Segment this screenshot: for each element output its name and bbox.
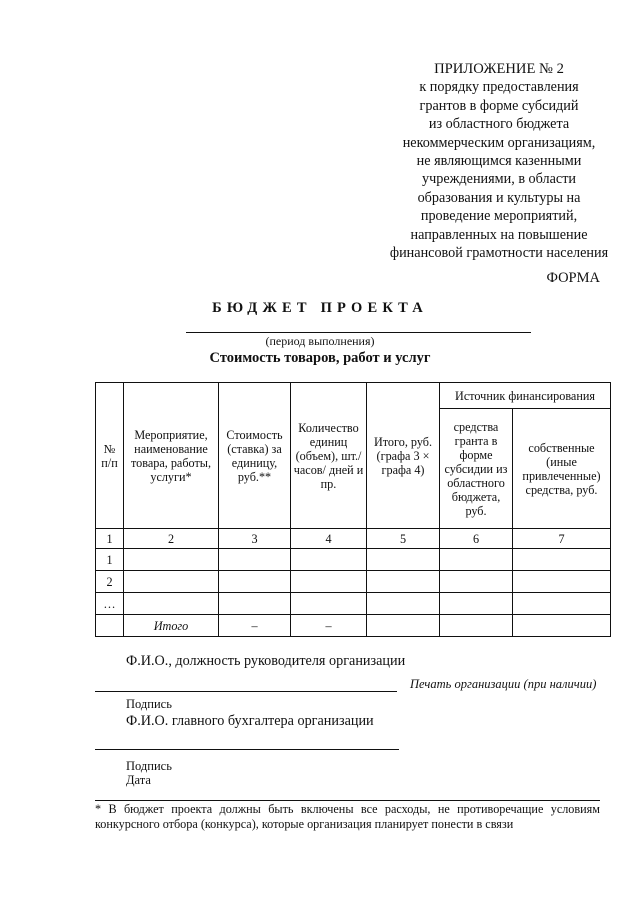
table-cell	[96, 615, 124, 637]
column-numbers-row	[96, 529, 611, 549]
table-cell[interactable]	[440, 549, 513, 571]
row-number: 2	[96, 571, 124, 593]
col-number: 2	[124, 529, 219, 549]
table-cell[interactable]	[440, 571, 513, 593]
row-number: …	[96, 593, 124, 615]
annex-line: к порядку предоставления	[419, 79, 579, 96]
table-cell[interactable]	[440, 615, 513, 637]
col-number: 4	[291, 529, 367, 549]
period-caption: (период выполнения)	[265, 334, 375, 348]
header-own: собственные (иные привлеченные) средства, руб.	[513, 409, 611, 529]
header-source: Источник финансирования	[440, 383, 611, 409]
annex-header	[340, 60, 640, 262]
header-event: Мероприятие, наименование товара, работы, услуги*	[124, 383, 219, 529]
col-number: 1	[96, 529, 124, 549]
total-label: Итого	[124, 615, 219, 637]
footnote: * В бюджет проекта должны быть включены все расходы, не противоречащие условиям конкурсного отбора (конкурса), которые организация планирует понести в связи	[95, 802, 600, 831]
header-num: № п/п	[96, 383, 124, 529]
annex-line: образования и культуры на	[417, 189, 581, 206]
table-cell[interactable]	[219, 571, 291, 593]
table-cell: –	[219, 615, 291, 637]
table-cell[interactable]	[124, 593, 219, 615]
head-signature-line	[95, 691, 397, 692]
table-cell[interactable]	[440, 593, 513, 615]
header-grant: средства гранта в форме субсидии из областного бюджета, руб.	[440, 409, 513, 529]
row-number: 1	[96, 549, 124, 571]
form-label: ФОРМА	[546, 270, 600, 286]
col-number: 7	[513, 529, 611, 549]
signature-label: Подпись	[126, 697, 172, 711]
table-cell[interactable]	[513, 571, 611, 593]
header-qty: Количество единиц (объем), шт./часов/ дней и пр.	[291, 383, 367, 529]
head-label: Ф.И.О., должность руководителя организации	[126, 653, 406, 669]
table-cell[interactable]	[513, 593, 611, 615]
table-cell[interactable]	[367, 571, 440, 593]
table-cell[interactable]	[219, 593, 291, 615]
annex-title: ПРИЛОЖЕНИЕ № 2	[434, 61, 564, 77]
document-title: БЮДЖЕТ ПРОЕКТА	[212, 300, 428, 316]
table-row	[96, 549, 611, 571]
total-row	[96, 615, 611, 637]
period-input-line	[186, 332, 531, 333]
annex-line: направленных на повышение	[410, 226, 588, 243]
annex-line: не являющимся казенными	[416, 153, 582, 170]
table-cell[interactable]	[219, 549, 291, 571]
table-cell: –	[291, 615, 367, 637]
table-cell[interactable]	[291, 549, 367, 571]
col-number: 6	[440, 529, 513, 549]
table-cell[interactable]	[124, 549, 219, 571]
table-cell[interactable]	[291, 571, 367, 593]
col-number: 3	[219, 529, 291, 549]
table-row	[96, 571, 611, 593]
col-number: 5	[367, 529, 440, 549]
annex-line: учреждениями, в области	[422, 171, 576, 188]
annex-line: финансовой грамотности населения	[389, 245, 609, 262]
budget-table	[95, 382, 611, 637]
annex-line: некоммерческим организациям,	[402, 134, 596, 151]
table-cell[interactable]	[291, 593, 367, 615]
table-subtitle: Стоимость товаров, работ и услуг	[209, 350, 431, 366]
header-cost: Стоимость (ставка) за единицу, руб.**	[219, 383, 291, 529]
annex-line: из областного бюджета	[428, 116, 570, 133]
table-cell[interactable]	[367, 593, 440, 615]
accountant-label: Ф.И.О. главного бухгалтера организации	[126, 713, 374, 729]
annex-line: грантов в форме субсидий	[419, 97, 579, 114]
annex-line: проведение мероприятий,	[420, 208, 578, 225]
table-cell[interactable]	[513, 549, 611, 571]
accountant-signature-line	[95, 749, 399, 750]
header-total: Итого, руб. (графа 3 × графа 4)	[367, 383, 440, 529]
footnote-divider	[95, 800, 600, 801]
stamp-label: Печать организации (при наличии)	[410, 677, 597, 691]
table-cell[interactable]	[367, 615, 440, 637]
table-cell[interactable]	[513, 615, 611, 637]
table-cell[interactable]	[124, 571, 219, 593]
signature-label: Подпись	[126, 759, 172, 773]
date-label: Дата	[126, 773, 151, 787]
table-cell[interactable]	[367, 549, 440, 571]
table-row	[96, 593, 611, 615]
